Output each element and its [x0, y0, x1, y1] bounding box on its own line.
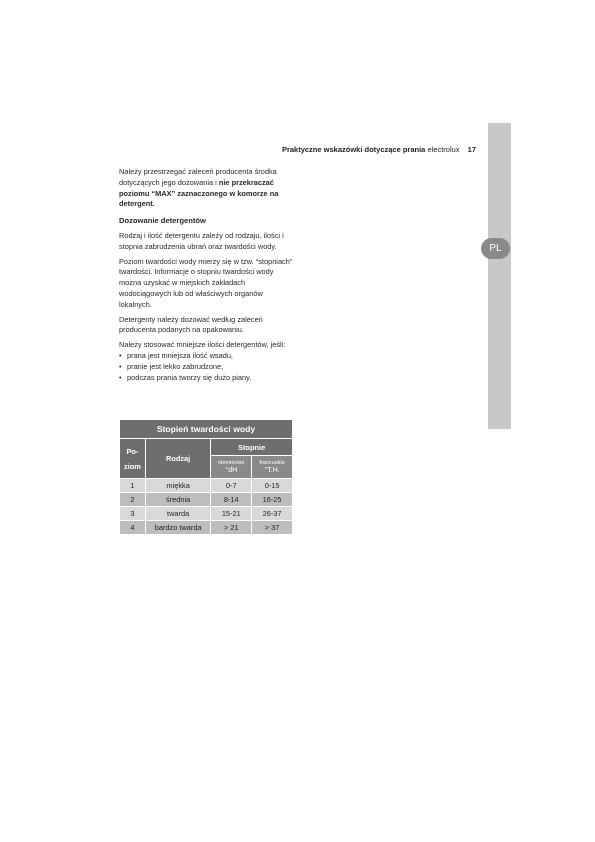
table-row	[120, 493, 293, 507]
intro-warning-bold: nie przekraczać poziomu “MAX” zaznaczonego w komorze na detergent.	[119, 177, 279, 209]
cell-type: miękka	[145, 479, 210, 493]
list-item: • podczas prania tworzy się dużo piany.	[119, 373, 297, 384]
cell-dh: > 21	[211, 521, 252, 535]
col-header-level: Po- ziom	[120, 439, 146, 479]
paragraph-water-hardness: Poziom twardości wody mierzy się w tzw. “stopniach” twardości. Informacje o stopniu twardości wody można uzyskać w miejskich zakładach wodociągowych lub od właściwych organów lokalnych.	[119, 256, 293, 309]
paragraph-less-detergent: Należy stosować mniejsze ilości detergentów, jeśli:	[119, 340, 286, 350]
table-row	[120, 521, 293, 535]
cell-level: 2	[120, 493, 146, 507]
cell-type: średnia	[145, 493, 210, 507]
col-header-type: Rodzaj	[145, 439, 210, 479]
table-title: Stopień twardości wody	[120, 420, 293, 439]
table-row	[120, 479, 293, 493]
water-hardness-table	[119, 419, 293, 535]
german-label: niemieckie	[218, 460, 245, 466]
list-item: • prana jest mniejsza ilość wsadu,	[119, 351, 297, 362]
cell-dh: 8-14	[211, 493, 252, 507]
section-heading: Dozowanie detergentów	[119, 216, 206, 226]
cell-dh: 15-21	[211, 507, 252, 521]
cell-th: 16-25	[252, 493, 293, 507]
french-label: francuskie	[259, 460, 285, 466]
main-text-column	[119, 167, 297, 383]
col-header-french	[252, 456, 293, 479]
col-header-degrees: Stopnie	[211, 439, 293, 456]
german-unit: °dH	[225, 467, 238, 474]
cell-type: twarda	[145, 507, 210, 521]
cell-th: 0-15	[252, 479, 293, 493]
conditions-list	[119, 351, 297, 383]
cell-level: 1	[120, 479, 146, 493]
paragraph-detergent-amount: Rodzaj i ilość detergentu zależy od rodzaju, ilości i stopnia zabrudzenia ubrań oraz twardości wody.	[119, 230, 284, 251]
cell-level: 4	[120, 521, 146, 535]
page-header	[118, 145, 476, 154]
brand-name: electrolux	[427, 145, 460, 154]
language-side-tab	[488, 123, 511, 429]
cell-th: > 37	[252, 521, 293, 535]
list-item: • pranie jest lekko zabrudzone,	[119, 362, 297, 373]
table-row	[120, 507, 293, 521]
cell-level: 3	[120, 507, 146, 521]
intro-text: Należy przestrzegać zaleceń producenta środka dotyczących jego dozowania i	[119, 167, 277, 187]
intro-paragraph	[119, 167, 297, 210]
header-title: Praktyczne wskazówki dotyczące prania	[281, 145, 426, 154]
cell-dh: 0-7	[211, 479, 252, 493]
paragraph-dosing: Detergenty należy dozować według zaleceń producenta podanych na opakowaniu.	[119, 314, 263, 335]
col-header-german	[211, 456, 252, 479]
french-unit: °T.H.	[264, 467, 280, 474]
cell-type: bardzo twarda	[145, 521, 210, 535]
cell-th: 26-37	[252, 507, 293, 521]
language-badge: PL	[481, 238, 510, 259]
page-number: 17	[467, 145, 476, 154]
